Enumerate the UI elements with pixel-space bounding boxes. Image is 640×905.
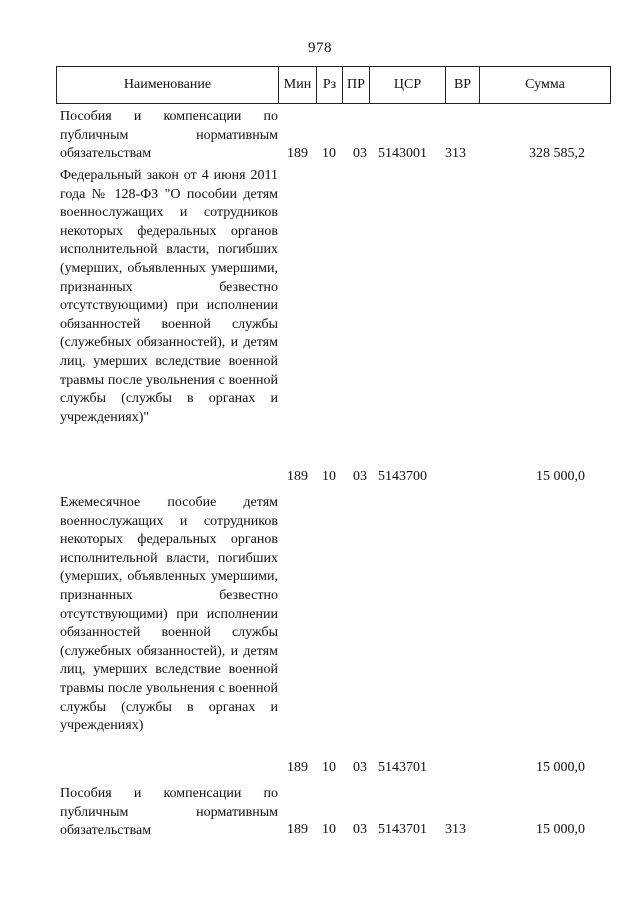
- row-csr: 5143700: [378, 469, 427, 484]
- row-min: 189: [287, 469, 308, 484]
- header-rz: Рз: [317, 67, 343, 103]
- row-rz: 10: [322, 822, 336, 837]
- page-number: 978: [308, 40, 332, 56]
- row-sum: 15 000,0: [536, 822, 585, 837]
- row-min: 189: [287, 822, 308, 837]
- header-min: Мин: [279, 67, 317, 103]
- row-rz: 10: [322, 469, 336, 484]
- row-pr: 03: [353, 146, 367, 161]
- row-min: 189: [287, 760, 308, 775]
- row-name: Ежемесячное пособие детям военнослужащих и сотрудников некоторых федеральных органов исполнительной власти, погибших (умерших, объявленных умершими, признанных безвестно отсутствующими) при исполнении обязанностей военной службы (служебных обязанностей), и детям лиц, умерших вследствие военной травмы после увольнения с военной службы (службы в органах и учреждениях): [60, 495, 278, 734]
- table-header: [56, 66, 611, 104]
- row-pr: 03: [353, 469, 367, 484]
- header-csr: ЦСР: [370, 67, 446, 103]
- row-rz: 10: [322, 760, 336, 775]
- row-sum: 15 000,0: [536, 469, 585, 484]
- row-min: 189: [287, 146, 308, 161]
- row-vr: 313: [445, 822, 466, 837]
- header-sum: Сумма: [525, 77, 565, 92]
- row-sum: 328 585,2: [529, 146, 585, 161]
- row-csr: 5143001: [378, 146, 427, 161]
- header-pr: ПР: [343, 67, 370, 103]
- row-values: [56, 822, 616, 840]
- row-rz: 10: [322, 146, 336, 161]
- row-values: [56, 469, 616, 487]
- row-values: [56, 760, 616, 778]
- row-values: [56, 146, 616, 164]
- header-vr: ВР: [446, 67, 480, 103]
- row-sum: 15 000,0: [536, 760, 585, 775]
- row-csr: 5143701: [378, 760, 427, 775]
- row-pr: 03: [353, 760, 367, 775]
- row-csr: 5143701: [378, 822, 427, 837]
- row-vr: 313: [445, 146, 466, 161]
- header-name: Наименование: [57, 67, 279, 103]
- row-name: Пособия и компенсации по публичным нормативным обязательствам: [60, 786, 278, 839]
- row-pr: 03: [353, 822, 367, 837]
- row-name: Федеральный закон от 4 июня 2011 года № 128-ФЗ "О пособии детям военнослужащих и сотрудников некоторых федеральных органов исполнительной власти, погибших (умерших, объявленных умершими, признанных безвестно отсутствующими) при исполнении обязанностей военной службы (служебных обязанностей), и детям лиц, умерших вследствие военной травмы после увольнения с военной службы (службы в органах и учреждениях)": [60, 168, 278, 425]
- row-name: Пособия и компенсации по публичным нормативным обязательствам: [60, 109, 278, 162]
